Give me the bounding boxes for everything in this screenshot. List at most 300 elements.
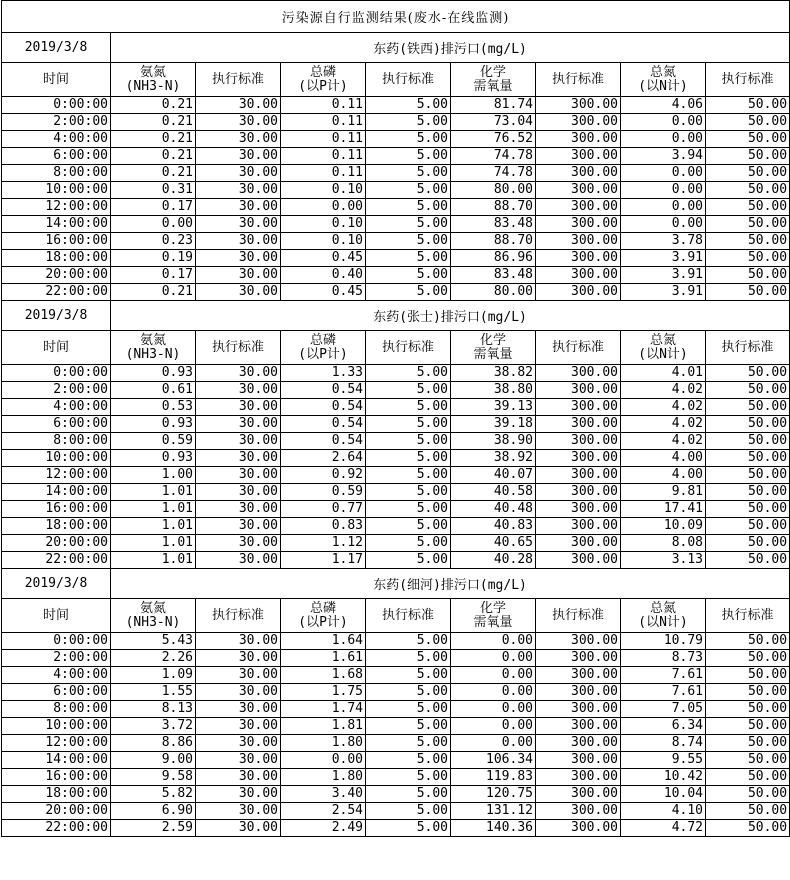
table-cell: 30.00 (196, 501, 281, 518)
table-cell: 50.00 (706, 467, 790, 484)
table-cell: 0.40 (281, 267, 366, 284)
table-cell: 9.58 (111, 769, 196, 786)
table-cell: 30.00 (196, 365, 281, 382)
table-cell: 14:00:00 (2, 752, 111, 769)
table-cell: 5.00 (366, 114, 451, 131)
table-cell: 0:00:00 (2, 97, 111, 114)
table-cell: 22:00:00 (2, 552, 111, 569)
header-nitrogen-line2: (以N计) (638, 614, 688, 630)
table-cell: 0.00 (451, 735, 536, 752)
table-cell: 4:00:00 (2, 399, 111, 416)
table-row (2, 131, 790, 148)
table-cell: 12:00:00 (2, 467, 111, 484)
table-cell: 119.83 (451, 769, 536, 786)
table-cell: 300.00 (536, 114, 621, 131)
table-cell: 0.00 (281, 199, 366, 216)
header-standard: 执行标准 (536, 63, 621, 97)
table-cell: 300.00 (536, 97, 621, 114)
table-cell: 50.00 (706, 633, 790, 650)
header-ammonia (111, 599, 196, 633)
table-cell: 2:00:00 (2, 382, 111, 399)
table-row (2, 416, 790, 433)
table-cell: 18:00:00 (2, 786, 111, 803)
table-cell: 88.70 (451, 199, 536, 216)
table-cell: 5.00 (366, 216, 451, 233)
table-cell: 1.74 (281, 701, 366, 718)
table-cell: 22:00:00 (2, 284, 111, 301)
table-cell: 4:00:00 (2, 667, 111, 684)
header-phosphorus-line2: (以P计) (298, 78, 348, 94)
table-cell: 5.00 (366, 450, 451, 467)
table-cell: 2.26 (111, 650, 196, 667)
table-cell: 300.00 (536, 182, 621, 199)
table-cell: 73.04 (451, 114, 536, 131)
table-cell: 1.61 (281, 650, 366, 667)
table-cell: 140.36 (451, 820, 536, 837)
table-cell: 30.00 (196, 518, 281, 535)
header-cod-line2: 需氧量 (473, 346, 513, 362)
table-cell: 1.01 (111, 484, 196, 501)
table-row (2, 216, 790, 233)
table-cell: 1.09 (111, 667, 196, 684)
table-cell: 300.00 (536, 165, 621, 182)
table-cell: 9.81 (621, 484, 706, 501)
table-row (2, 267, 790, 284)
table-cell: 0.19 (111, 250, 196, 267)
table-cell: 50.00 (706, 484, 790, 501)
table-cell: 4.10 (621, 803, 706, 820)
table-cell: 9.00 (111, 752, 196, 769)
table-cell: 30.00 (196, 165, 281, 182)
table-cell: 0.21 (111, 165, 196, 182)
table-cell: 8:00:00 (2, 165, 111, 182)
table-cell: 17.41 (621, 501, 706, 518)
table-cell: 1.80 (281, 769, 366, 786)
outlet-name: 东药(张士)排污口(mg/L) (111, 301, 790, 331)
table-cell: 1.00 (111, 467, 196, 484)
table-row (2, 284, 790, 301)
table-cell: 8.74 (621, 735, 706, 752)
table-cell: 18:00:00 (2, 518, 111, 535)
table-cell: 4.02 (621, 382, 706, 399)
header-ammonia-line1: 氨氮 (139, 600, 166, 616)
table-cell: 10.42 (621, 769, 706, 786)
table-cell: 0.00 (621, 182, 706, 199)
table-cell: 30.00 (196, 650, 281, 667)
table-cell: 50.00 (706, 165, 790, 182)
table-cell: 0.93 (111, 365, 196, 382)
table-cell: 5.00 (366, 382, 451, 399)
table-cell: 30.00 (196, 633, 281, 650)
table-cell: 9.55 (621, 752, 706, 769)
table-cell: 16:00:00 (2, 501, 111, 518)
table-cell: 300.00 (536, 535, 621, 552)
header-cod-line1: 化学 (479, 64, 506, 80)
table-cell: 50.00 (706, 233, 790, 250)
table-row (2, 365, 790, 382)
header-standard: 执行标准 (536, 331, 621, 365)
column-header-row (2, 63, 790, 97)
report-title: 污染源自行监测结果(废水-在线监测) (2, 1, 790, 33)
table-cell: 12:00:00 (2, 199, 111, 216)
table-row (2, 752, 790, 769)
header-phosphorus-line1: 总磷 (309, 64, 336, 80)
table-cell: 4.02 (621, 416, 706, 433)
table-cell: 5.00 (366, 752, 451, 769)
table-cell: 50.00 (706, 786, 790, 803)
table-cell: 3.78 (621, 233, 706, 250)
table-cell: 300.00 (536, 633, 621, 650)
header-cod (451, 599, 536, 633)
header-standard: 执行标准 (706, 331, 790, 365)
table-cell: 0.23 (111, 233, 196, 250)
outlet-name: 东药(细河)排污口(mg/L) (111, 569, 790, 599)
table-cell: 5.00 (366, 148, 451, 165)
table-cell: 1.68 (281, 667, 366, 684)
table-cell: 14:00:00 (2, 484, 111, 501)
table-row (2, 399, 790, 416)
table-cell: 5.00 (366, 165, 451, 182)
table-cell: 30.00 (196, 416, 281, 433)
table-cell: 0.77 (281, 501, 366, 518)
header-phosphorus-line1: 总磷 (309, 332, 336, 348)
table-cell: 74.78 (451, 165, 536, 182)
table-cell: 6:00:00 (2, 684, 111, 701)
table-cell: 0.00 (451, 718, 536, 735)
header-cod (451, 331, 536, 365)
section-date: 2019/3/8 (2, 33, 111, 63)
table-cell: 20:00:00 (2, 803, 111, 820)
table-cell: 38.80 (451, 382, 536, 399)
header-standard: 执行标准 (706, 63, 790, 97)
table-cell: 50.00 (706, 433, 790, 450)
table-cell: 2.59 (111, 820, 196, 837)
table-cell: 0.00 (451, 650, 536, 667)
table-cell: 300.00 (536, 650, 621, 667)
table-row (2, 535, 790, 552)
table-cell: 30.00 (196, 284, 281, 301)
table-cell: 4.01 (621, 365, 706, 382)
table-cell: 300.00 (536, 718, 621, 735)
table-cell: 120.75 (451, 786, 536, 803)
table-cell: 0.83 (281, 518, 366, 535)
table-row (2, 182, 790, 199)
table-cell: 50.00 (706, 216, 790, 233)
table-cell: 0.11 (281, 131, 366, 148)
table-cell: 4.02 (621, 399, 706, 416)
table-cell: 8.73 (621, 650, 706, 667)
table-row (2, 250, 790, 267)
table-cell: 5.00 (366, 552, 451, 569)
table-cell: 2:00:00 (2, 650, 111, 667)
table-cell: 0.00 (111, 216, 196, 233)
table-cell: 300.00 (536, 769, 621, 786)
table-cell: 0.00 (451, 667, 536, 684)
table-cell: 1.01 (111, 535, 196, 552)
table-cell: 50.00 (706, 552, 790, 569)
table-cell: 0:00:00 (2, 633, 111, 650)
table-cell: 5.00 (366, 399, 451, 416)
table-cell: 30.00 (196, 484, 281, 501)
header-cod-line1: 化学 (479, 332, 506, 348)
table-cell: 300.00 (536, 131, 621, 148)
table-cell: 5.00 (366, 467, 451, 484)
monitoring-table (1, 0, 790, 837)
table-cell: 50.00 (706, 365, 790, 382)
header-phosphorus-line1: 总磷 (309, 600, 336, 616)
table-cell: 5.00 (366, 365, 451, 382)
section-date: 2019/3/8 (2, 301, 111, 331)
column-header-row (2, 599, 790, 633)
table-cell: 300.00 (536, 250, 621, 267)
table-cell: 5.00 (366, 97, 451, 114)
table-row (2, 450, 790, 467)
table-cell: 1.33 (281, 365, 366, 382)
table-cell: 300.00 (536, 382, 621, 399)
table-row (2, 735, 790, 752)
table-cell: 0.11 (281, 114, 366, 131)
table-cell: 50.00 (706, 769, 790, 786)
table-row (2, 820, 790, 837)
header-ammonia (111, 63, 196, 97)
table-cell: 300.00 (536, 484, 621, 501)
table-cell: 1.12 (281, 535, 366, 552)
table-row (2, 433, 790, 450)
table-cell: 5.00 (366, 735, 451, 752)
table-cell: 8.13 (111, 701, 196, 718)
table-cell: 40.65 (451, 535, 536, 552)
table-cell: 5.00 (366, 684, 451, 701)
table-cell: 5.00 (366, 501, 451, 518)
table-cell: 300.00 (536, 786, 621, 803)
header-phosphorus (281, 599, 366, 633)
table-cell: 30.00 (196, 752, 281, 769)
table-cell: 1.55 (111, 684, 196, 701)
table-cell: 30.00 (196, 399, 281, 416)
table-cell: 0.00 (281, 752, 366, 769)
table-cell: 3.91 (621, 250, 706, 267)
table-cell: 300.00 (536, 284, 621, 301)
table-cell: 0.61 (111, 382, 196, 399)
header-nitrogen-line2: (以N计) (638, 78, 688, 94)
table-row (2, 786, 790, 803)
table-cell: 0.45 (281, 284, 366, 301)
table-cell: 5.00 (366, 667, 451, 684)
table-cell: 6.90 (111, 803, 196, 820)
table-cell: 30.00 (196, 382, 281, 399)
table-cell: 8.86 (111, 735, 196, 752)
table-cell: 39.13 (451, 399, 536, 416)
header-nitrogen (621, 331, 706, 365)
outlet-name: 东药(铁西)排污口(mg/L) (111, 33, 790, 63)
table-cell: 50.00 (706, 735, 790, 752)
table-cell: 3.91 (621, 284, 706, 301)
table-cell: 39.18 (451, 416, 536, 433)
table-cell: 0.93 (111, 416, 196, 433)
table-cell: 5.43 (111, 633, 196, 650)
title-row (2, 1, 790, 33)
table-cell: 0.10 (281, 182, 366, 199)
table-cell: 50.00 (706, 399, 790, 416)
table-cell: 0.00 (621, 131, 706, 148)
table-cell: 10:00:00 (2, 182, 111, 199)
table-cell: 5.00 (366, 535, 451, 552)
table-cell: 30.00 (196, 769, 281, 786)
header-nitrogen-line1: 总氮 (649, 600, 676, 616)
header-cod-line1: 化学 (479, 600, 506, 616)
table-row (2, 501, 790, 518)
table-cell: 50.00 (706, 97, 790, 114)
table-cell: 4.72 (621, 820, 706, 837)
table-cell: 300.00 (536, 752, 621, 769)
table-cell: 50.00 (706, 701, 790, 718)
table-cell: 300.00 (536, 552, 621, 569)
table-cell: 0.11 (281, 165, 366, 182)
section-header-row (2, 33, 790, 63)
header-cod (451, 63, 536, 97)
table-row (2, 165, 790, 182)
table-cell: 30.00 (196, 735, 281, 752)
table-cell: 300.00 (536, 233, 621, 250)
table-cell: 131.12 (451, 803, 536, 820)
table-cell: 5.00 (366, 718, 451, 735)
table-cell: 30.00 (196, 267, 281, 284)
table-cell: 300.00 (536, 267, 621, 284)
table-row (2, 684, 790, 701)
header-phosphorus (281, 63, 366, 97)
table-row (2, 148, 790, 165)
table-cell: 2:00:00 (2, 114, 111, 131)
column-header-row (2, 331, 790, 365)
table-cell: 0.00 (621, 114, 706, 131)
table-cell: 30.00 (196, 467, 281, 484)
table-cell: 50.00 (706, 267, 790, 284)
table-row (2, 701, 790, 718)
table-cell: 30.00 (196, 786, 281, 803)
header-nitrogen (621, 63, 706, 97)
table-cell: 20:00:00 (2, 267, 111, 284)
table-cell: 300.00 (536, 518, 621, 535)
table-cell: 16:00:00 (2, 233, 111, 250)
table-cell: 0.21 (111, 148, 196, 165)
table-row (2, 382, 790, 399)
table-row (2, 97, 790, 114)
table-cell: 12:00:00 (2, 735, 111, 752)
table-cell: 300.00 (536, 365, 621, 382)
table-cell: 4.00 (621, 467, 706, 484)
table-cell: 30.00 (196, 250, 281, 267)
table-cell: 30.00 (196, 535, 281, 552)
table-cell: 30.00 (196, 182, 281, 199)
table-cell: 8:00:00 (2, 701, 111, 718)
header-standard: 执行标准 (706, 599, 790, 633)
table-cell: 0.17 (111, 199, 196, 216)
header-ammonia-line1: 氨氮 (139, 332, 166, 348)
table-row (2, 803, 790, 820)
table-cell: 50.00 (706, 148, 790, 165)
header-phosphorus-line2: (以P计) (298, 614, 348, 630)
table-cell: 50.00 (706, 284, 790, 301)
table-cell: 4.06 (621, 97, 706, 114)
table-row (2, 114, 790, 131)
table-cell: 0.00 (451, 701, 536, 718)
table-cell: 7.61 (621, 684, 706, 701)
table-cell: 50.00 (706, 650, 790, 667)
table-cell: 300.00 (536, 667, 621, 684)
table-cell: 40.83 (451, 518, 536, 535)
table-cell: 3.91 (621, 267, 706, 284)
table-cell: 30.00 (196, 216, 281, 233)
table-cell: 0.93 (111, 450, 196, 467)
table-cell: 22:00:00 (2, 820, 111, 837)
table-cell: 5.00 (366, 233, 451, 250)
table-cell: 5.82 (111, 786, 196, 803)
table-cell: 5.00 (366, 182, 451, 199)
header-nitrogen-line1: 总氮 (649, 64, 676, 80)
table-cell: 50.00 (706, 450, 790, 467)
header-ammonia-line2: (NH3-N) (125, 78, 181, 94)
table-cell: 300.00 (536, 701, 621, 718)
table-cell: 14:00:00 (2, 216, 111, 233)
table-cell: 81.74 (451, 97, 536, 114)
table-cell: 5.00 (366, 701, 451, 718)
table-cell: 1.17 (281, 552, 366, 569)
table-cell: 5.00 (366, 433, 451, 450)
table-cell: 300.00 (536, 735, 621, 752)
table-cell: 30.00 (196, 718, 281, 735)
table-cell: 5.00 (366, 199, 451, 216)
table-row (2, 199, 790, 216)
header-standard: 执行标准 (196, 331, 281, 365)
header-standard: 执行标准 (536, 599, 621, 633)
table-cell: 300.00 (536, 803, 621, 820)
table-cell: 300.00 (536, 450, 621, 467)
table-cell: 74.78 (451, 148, 536, 165)
table-cell: 88.70 (451, 233, 536, 250)
header-standard: 执行标准 (196, 63, 281, 97)
table-cell: 1.01 (111, 501, 196, 518)
table-row (2, 467, 790, 484)
table-cell: 300.00 (536, 501, 621, 518)
table-cell: 50.00 (706, 131, 790, 148)
table-row (2, 718, 790, 735)
header-cod-line2: 需氧量 (473, 78, 513, 94)
table-cell: 30.00 (196, 199, 281, 216)
header-standard: 执行标准 (366, 63, 451, 97)
table-cell: 0.54 (281, 399, 366, 416)
table-cell: 3.40 (281, 786, 366, 803)
header-ammonia-line2: (NH3-N) (125, 614, 181, 630)
table-cell: 0.21 (111, 97, 196, 114)
table-cell: 50.00 (706, 182, 790, 199)
table-cell: 40.28 (451, 552, 536, 569)
table-cell: 2.49 (281, 820, 366, 837)
header-phosphorus (281, 331, 366, 365)
table-cell: 1.75 (281, 684, 366, 701)
table-cell: 0.00 (451, 684, 536, 701)
table-cell: 0.00 (621, 165, 706, 182)
table-cell: 80.00 (451, 284, 536, 301)
table-cell: 7.05 (621, 701, 706, 718)
table-cell: 0.17 (111, 267, 196, 284)
table-cell: 300.00 (536, 148, 621, 165)
section-header-row (2, 569, 790, 599)
table-cell: 5.00 (366, 769, 451, 786)
table-cell: 40.07 (451, 467, 536, 484)
table-row (2, 633, 790, 650)
table-cell: 20:00:00 (2, 535, 111, 552)
table-cell: 5.00 (366, 484, 451, 501)
